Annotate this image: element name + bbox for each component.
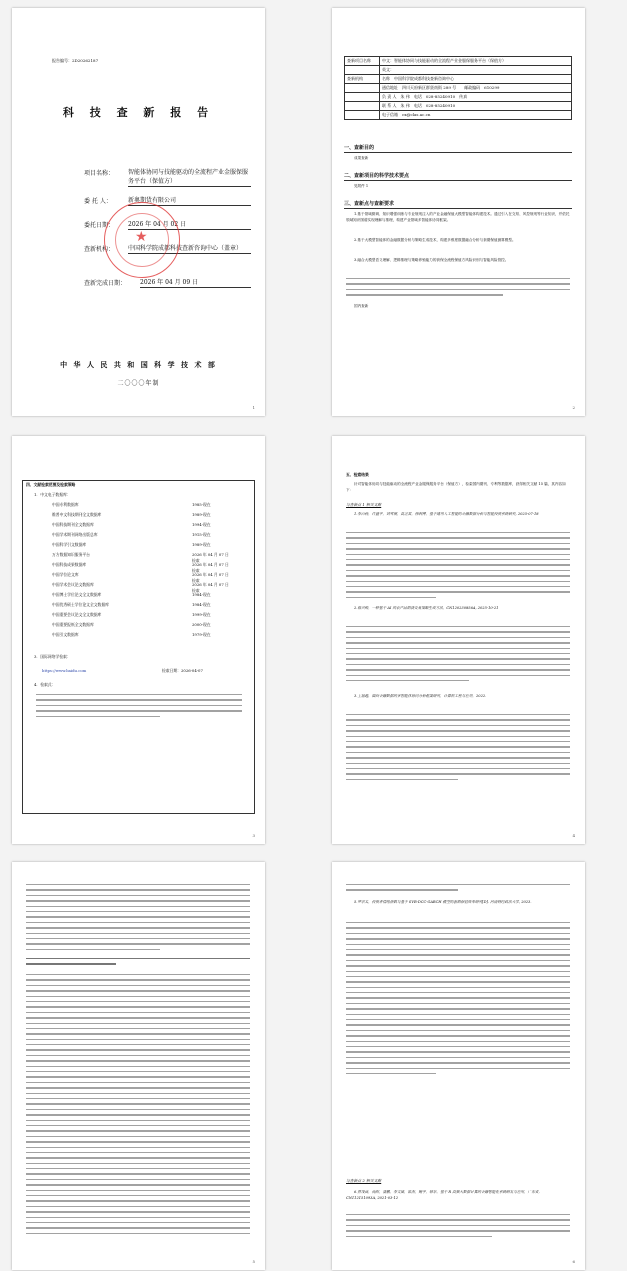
project-label: 项目名称： [84,170,115,177]
section-purpose: 一、查新目的 [344,144,572,153]
reference-2: 2.蒋兴蛟，一种基于 AI 的农产品期货交易策略生成方法，CN120230856A, 2025-10-21 [354,606,499,610]
db-range: 2026 年 04 月 07 日检索 [192,572,229,583]
project-value: 智能体协同与技能驱动的全流程产业金服保服务平台（保值方） [128,168,251,187]
page-5 [12,862,265,1270]
list-item [52,602,232,608]
page-6 [332,862,585,1270]
db-name: 中国学位论文库 [52,572,79,577]
section-heading: 四、文献检索范围及检索策略 [26,482,76,487]
list-item [52,542,232,548]
done-label: 查新完成日期： [84,280,127,287]
reference-1: 1.李白杨，许盛平，刘雪朋，高芝君，徐利博，基于通用人工智能的金融数据分析与智能投资系统研究, 2025-07-18 [354,512,539,516]
point-2-section: 与查新点 2 相关文献 [346,1178,382,1183]
reference-5: 5.罗宗太，投资者情绪指数与基于 SVR-DCC-GARCH 模型的套期保值效率研究[D]. 河南财经政法大学, 2023. [354,900,532,904]
page-number: 6 [572,1259,575,1264]
list-item [52,632,232,638]
db-name: 中国科技期刊全文数据库 [52,522,94,527]
point-1: 1.基于领域微调、知识增强训练与专业规则注入的产业金融保值大模型智能体构建技术。通过引入在交易、风控规则等行业知识，并依托领域知识图谱实现理解与推理，构建产业领域多智能体协同框架。 [346,212,570,222]
table-cell: 电子信箱 cx@clas.ac.cn [380,111,572,120]
db-name: 中国学术期刊网络出版总库 [52,532,98,537]
body-text-lines [346,278,570,300]
page-number: 1 [252,405,255,410]
db-name: 中国优秀硕士学位论文全文数据库 [52,602,109,607]
year-footer: 二〇〇〇年制 [117,380,160,387]
db-name: 中国学术会议论文数据库 [52,582,94,587]
official-seal [104,202,180,278]
key-points-body: 见附件 1 [354,184,369,188]
list-item [52,502,232,508]
db-range: 1915-现在 [192,532,211,537]
table-cell [345,102,380,111]
reference-4-lines [26,958,250,969]
page-number: 5 [252,1259,255,1264]
table-cell: 查新项目名称 [345,57,380,66]
db-subheading: 1．中文电子数据库： [34,492,71,497]
list-item [52,592,232,598]
web-subheading: 3．国际网络学检索： [34,654,71,659]
report-number: 报告编号：2D20262187 [52,58,99,63]
db-range: 1984-现在 [192,602,211,607]
table-cell [345,66,380,75]
report-title: 科 技 查 新 报 告 [62,106,215,119]
list-item [52,622,232,628]
db-range: 1989-现在 [192,542,211,547]
abstract-3-lines [346,714,570,784]
db-range: 2026 年 04 月 07 日检索 [192,582,229,593]
db-range: 1984-现在 [192,592,211,597]
page-number: 2 [572,405,575,410]
table-cell: 通信地址 四川天府新区群贤南街 289 号 邮政编码 610299 [380,84,572,93]
point-1-section: 与查新点 1 相关文献 [346,502,382,507]
closing-text: 国内查新 [354,304,369,308]
table-cell: 联 系 人 朱 伟 电话 028-85240910 [380,102,572,111]
body-text-lines [346,884,570,895]
abstract-2-lines [346,626,570,685]
table-cell: 负 责 人 朱 伟 电话 028-85240910 传真 [380,93,572,102]
reference-3: 3.王福越，面向金融数据的多智能体协同分析框架研究，计算机工程与应用，2022. [354,694,487,698]
table-cell: 英文： [380,66,572,75]
strategy-box [22,480,255,814]
project-row [84,168,251,187]
table-cell: 中文：智能体协同与技能驱动的全流程产业金服保服务平台（保值方） [380,57,572,66]
query-lines [36,694,242,721]
abstract-6-lines [346,1214,570,1241]
db-name: 中国重要报纸全文数据库 [52,622,94,627]
table-cell: 名称 中国科学院成都科技查新咨询中心 [380,75,572,84]
point-2: 2.基于大模型智能体的金融数据分析与策略生成技术，构建多维度数据融合分析与套期保值测算模型。 [354,238,516,242]
done-row [84,278,251,288]
abstract-5-lines [346,922,570,1078]
search-url[interactable]: https://www.baidu.com [42,668,87,673]
table-cell [345,93,380,102]
seal-star-icon: ★ [135,229,148,245]
body-text-lines [26,884,250,954]
results-heading: 五、检索结果 [346,472,369,477]
db-range: 2000-现在 [192,622,211,627]
page-3 [12,436,265,844]
db-name: 中国科学引文数据库 [52,542,87,547]
table-cell: 查新机构 [345,75,380,84]
db-range: 1985-现在 [192,502,211,507]
org-label: 查新机构： [84,246,115,253]
page-number: 4 [572,833,575,838]
org-value: 中国科学院成都科技查新咨询中心（盖章） [128,244,251,254]
client-label: 委 托 人： [84,198,112,205]
ministry-footer: 中 华 人 民 共 和 国 科 学 技 术 部 [60,360,217,369]
list-item [52,612,232,618]
db-name: 中国专利数据库 [52,502,79,507]
done-value: 2026 年 04 月 09 日 [140,278,251,288]
page-4 [332,436,585,844]
purpose-body: 成果查新 [354,156,369,160]
page-number: 3 [252,833,255,838]
db-name: 中国重要会议论文全文数据库 [52,612,102,617]
page-2 [332,8,585,416]
client-row [84,196,251,206]
table-cell [345,84,380,93]
search-date: 检索日期：2026-04-07 [162,668,203,673]
date-value: 2026 年 04 月 02 日 [128,220,251,230]
body-text-lines [26,974,250,1238]
page-1 [12,8,265,416]
db-range: 2026 年 04 月 07 日检索 [192,552,229,563]
db-name: 中国科技成果数据库 [52,562,87,567]
point-3: 3.融合大模型语义理解、逻辑推理与策略养殖能力的套保全流程保值方风险识别与智能风险管控。 [354,258,509,262]
section-key-points: 二、查新项目的科学技术要点 [344,172,572,181]
client-value: 新奥期货有限公司 [128,196,251,206]
date-label: 委托日期： [84,222,115,229]
list-item [52,522,232,528]
db-range: 1994-现在 [192,522,211,527]
table-cell [345,111,380,120]
db-range: 1979-现在 [192,632,211,637]
info-table [344,56,572,120]
reference-6: 6.蔡茂诚，尚阳，蒲鹏，李文斌，陈杰，鲍宇，韩东，基于 R 高频大数据计算的金融智能化系统研发与应用，广东省, CN112151093A, 2021-03-12 [346,1190,540,1200]
db-name: 中国博士学位论文全文数据库 [52,592,102,597]
abstract-1-lines [346,532,570,602]
db-name: 万方数据知识服务平台 [52,552,90,557]
db-name: 中国引文数据库 [52,632,79,637]
db-range: 2026 年 04 月 07 日检索 [192,562,229,573]
list-item [52,512,232,518]
db-range: 1989-现在 [192,512,211,517]
db-range: 1999-现在 [192,612,211,617]
list-item [52,532,232,538]
results-intro: 针对智能体协同与技能驱动的全流程产业金服保服务平台（保值方），检索国内期刊、专利等数据库，获得相关文献 15 篇，其内容如下： [346,482,566,492]
db-name: 维普中文科技期刊全文数据库 [52,512,102,517]
section-requirements: 三、查新点与查新要求 [344,200,572,209]
query-subheading: 4．检索式： [34,682,56,687]
